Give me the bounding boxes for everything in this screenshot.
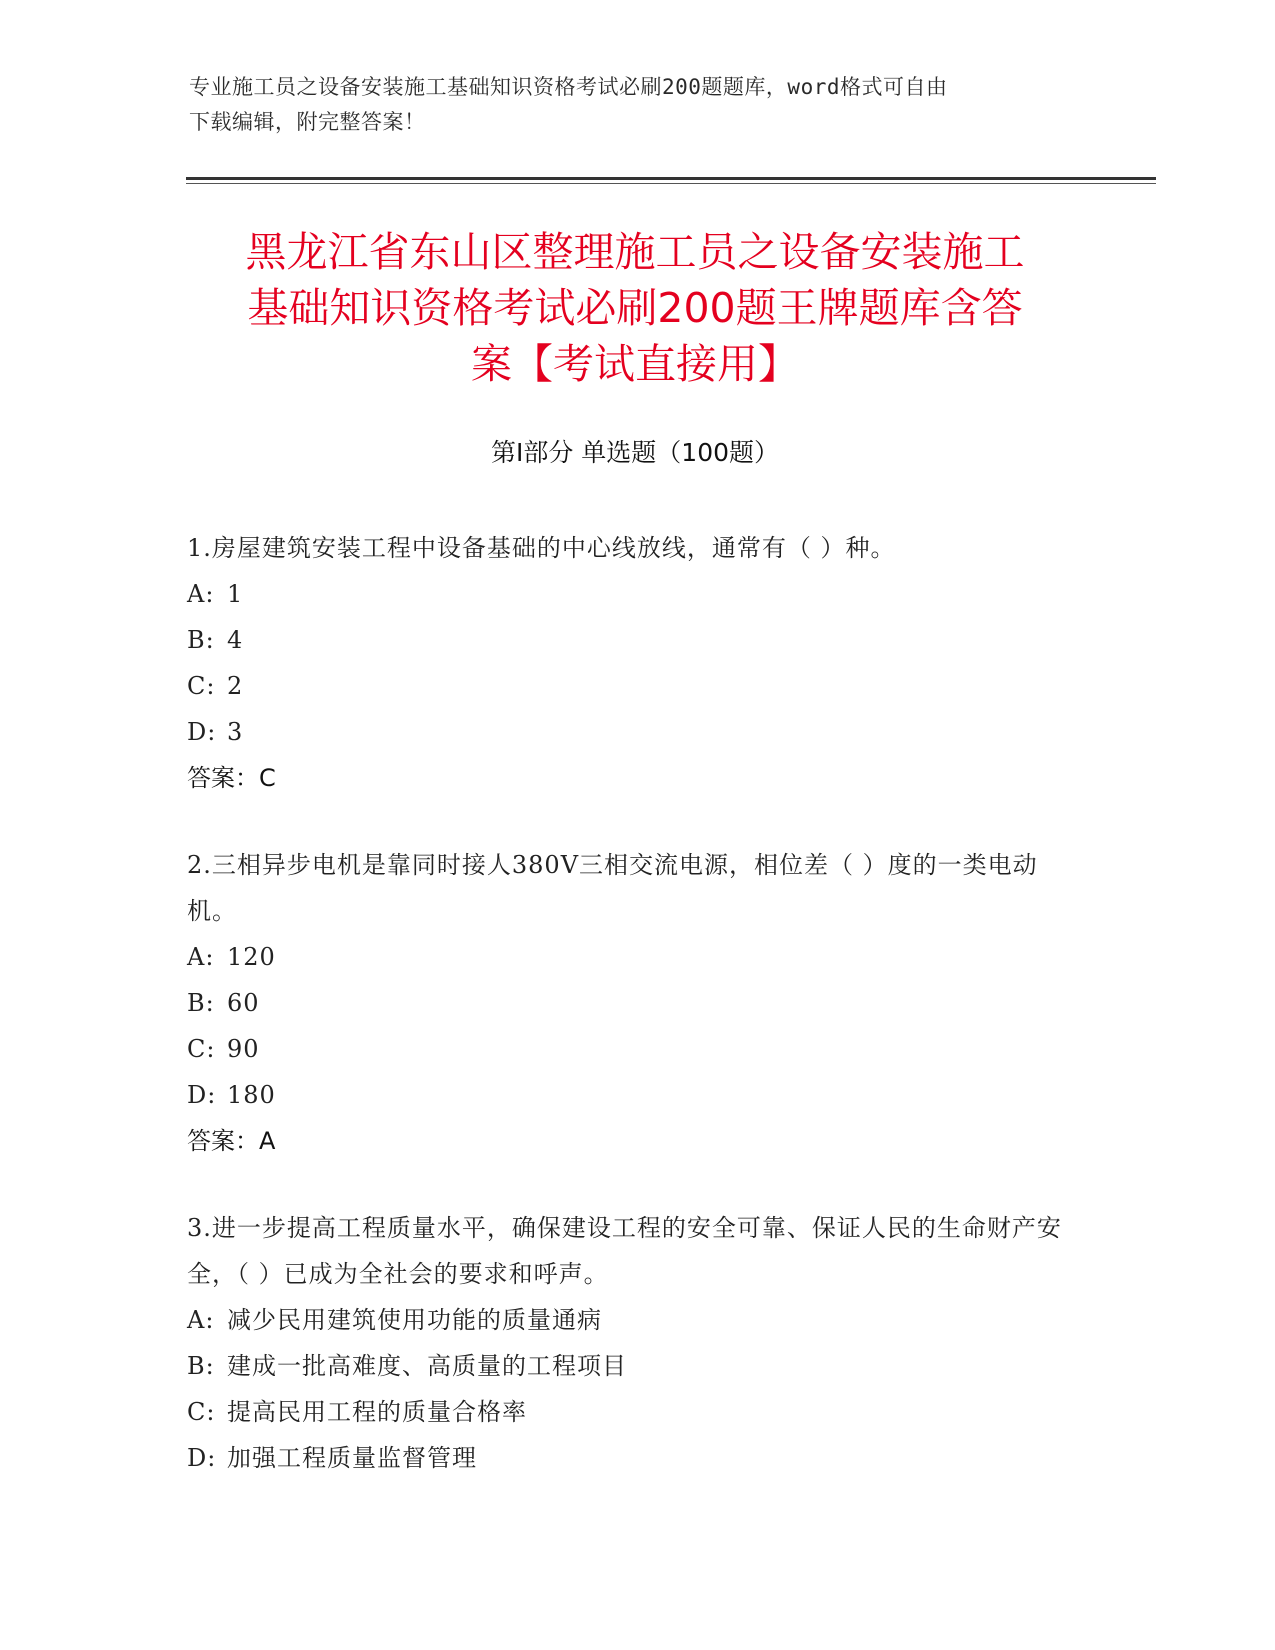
- option-text: 加强工程质量监督管理: [227, 1444, 477, 1472]
- option-b: [187, 980, 1067, 1026]
- title-line-3: 案【考试直接用】: [471, 340, 799, 388]
- option-letter: A:: [187, 580, 215, 608]
- option-text: 180: [227, 1081, 276, 1109]
- header-rule-thick: [186, 177, 1156, 180]
- header-note-line-1: 专业施工员之设备安装施工基础知识资格考试必刷200题题库，word格式可自由: [189, 75, 948, 99]
- option-c: [187, 1026, 1067, 1072]
- option-text: 1: [227, 580, 244, 608]
- option-d: [187, 709, 1067, 755]
- option-b: [187, 1343, 1067, 1389]
- question-2: [187, 842, 1067, 1164]
- option-text: 2: [227, 672, 244, 700]
- question-3: [187, 1205, 1067, 1481]
- question-list: [187, 525, 1067, 1522]
- option-letter: C:: [187, 1398, 216, 1426]
- option-letter: A:: [187, 1306, 215, 1334]
- header-rule-thin: [186, 183, 1156, 184]
- option-letter: B:: [187, 626, 215, 654]
- option-text: 4: [227, 626, 244, 654]
- answer-line: 答案：C: [187, 764, 276, 792]
- option-a: [187, 1297, 1067, 1343]
- answer-line: 答案：A: [187, 1127, 276, 1155]
- option-c: [187, 1389, 1067, 1435]
- question-1: [187, 525, 1067, 801]
- option-text: 120: [227, 943, 276, 971]
- question-stem: 3.进一步提高工程质量水平，确保建设工程的安全可靠、保证人民的生命财产安全，（ ）已成为全社会的要求和呼声。: [187, 1214, 1062, 1288]
- option-text: 减少民用建筑使用功能的质量通病: [227, 1306, 602, 1334]
- option-text: 60: [227, 989, 260, 1017]
- option-b: [187, 617, 1067, 663]
- question-stem: 1.房屋建筑安装工程中设备基础的中心线放线，通常有（ ）种。: [187, 534, 896, 562]
- option-letter: C:: [187, 1035, 216, 1063]
- document-title: [180, 224, 1090, 392]
- option-letter: B:: [187, 1352, 215, 1380]
- option-letter: A:: [187, 943, 215, 971]
- title-line-2: 基础知识资格考试必刷200题王牌题库含答: [247, 284, 1023, 332]
- option-letter: B:: [187, 989, 215, 1017]
- option-c: [187, 663, 1067, 709]
- question-stem: 2.三相异步电机是靠同时接人380V三相交流电源，相位差（ ）度的一类电动机。: [187, 851, 1038, 925]
- title-line-1: 黑龙江省东山区整理施工员之设备安装施工: [245, 228, 1025, 276]
- option-d: [187, 1072, 1067, 1118]
- option-a: [187, 934, 1067, 980]
- section-title: 第Ⅰ部分 单选题（100题）: [490, 438, 780, 467]
- option-letter: D:: [187, 718, 217, 746]
- option-text: 3: [227, 718, 244, 746]
- option-letter: C:: [187, 672, 216, 700]
- header-note: [189, 70, 1089, 140]
- option-text: 提高民用工程的质量合格率: [227, 1398, 527, 1426]
- header-note-line-2: 下载编辑，附完整答案！: [189, 110, 426, 134]
- option-text: 90: [227, 1035, 260, 1063]
- option-d: [187, 1435, 1067, 1481]
- option-letter: D:: [187, 1081, 217, 1109]
- option-text: 建成一批高难度、高质量的工程项目: [227, 1352, 627, 1380]
- option-letter: D:: [187, 1444, 217, 1472]
- option-a: [187, 571, 1067, 617]
